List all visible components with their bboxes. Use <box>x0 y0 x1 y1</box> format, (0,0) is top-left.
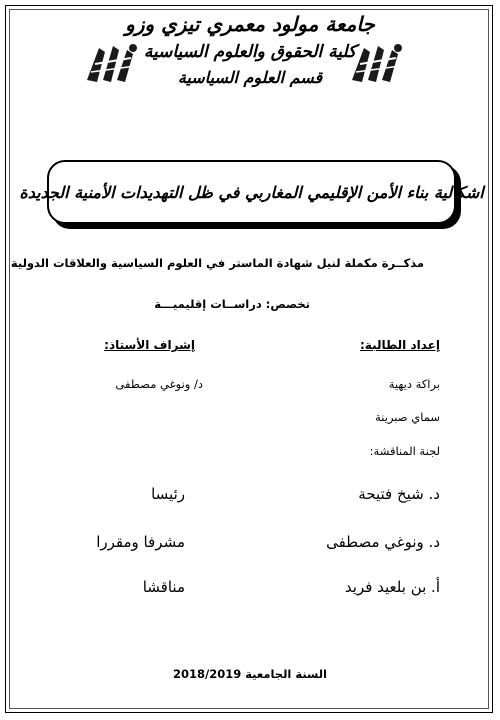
university-emblem-icon <box>350 40 410 89</box>
inner-border <box>9 9 489 709</box>
committee-member-role: مشرفا ومقررا <box>96 533 185 551</box>
student-name: سماي صبرينة <box>375 410 440 424</box>
committee-label: لجنة المناقشة: <box>369 444 440 458</box>
university-name: جامعة مولود معمري تيزي وزو <box>125 12 375 36</box>
committee-member-name: أ. بن بلعيد فريد <box>344 578 440 596</box>
thesis-title-box <box>19 160 484 224</box>
thesis-title: اشكالية بناء الأمن الإقليمي المغاربي في ظل التهديدات الأمنية الجديدة <box>19 182 484 202</box>
academic-year: السنة الجامعية 2018/2019 <box>172 667 327 681</box>
students-label: إعداد الطالبة: <box>360 338 440 352</box>
faculty-name: كلية الحقوق والعلوم السياسية <box>143 42 357 62</box>
department-name: قسم العلوم السياسية <box>177 68 323 87</box>
supervisor-label: إشراف الأستاذ: <box>104 338 195 352</box>
committee-member-name: د. شيخ فتيحة <box>358 485 440 503</box>
student-name: براكة ديهية <box>388 377 440 391</box>
memo-description: مذكــرة مكملة لنيل شهادة الماستر في العلوم السياسية والعلاقات الدولية <box>10 256 424 270</box>
committee-member-role: مناقشا <box>142 578 185 596</box>
committee-member-role: رئيسا <box>151 485 185 503</box>
university-emblem-icon <box>85 40 145 89</box>
supervisor-name: د/ ونوغي مصطفى <box>115 377 203 391</box>
specialty: تخصص: دراســات إقليميـــة <box>154 297 310 311</box>
committee-member-name: د. ونوغي مصطفى <box>326 533 440 551</box>
